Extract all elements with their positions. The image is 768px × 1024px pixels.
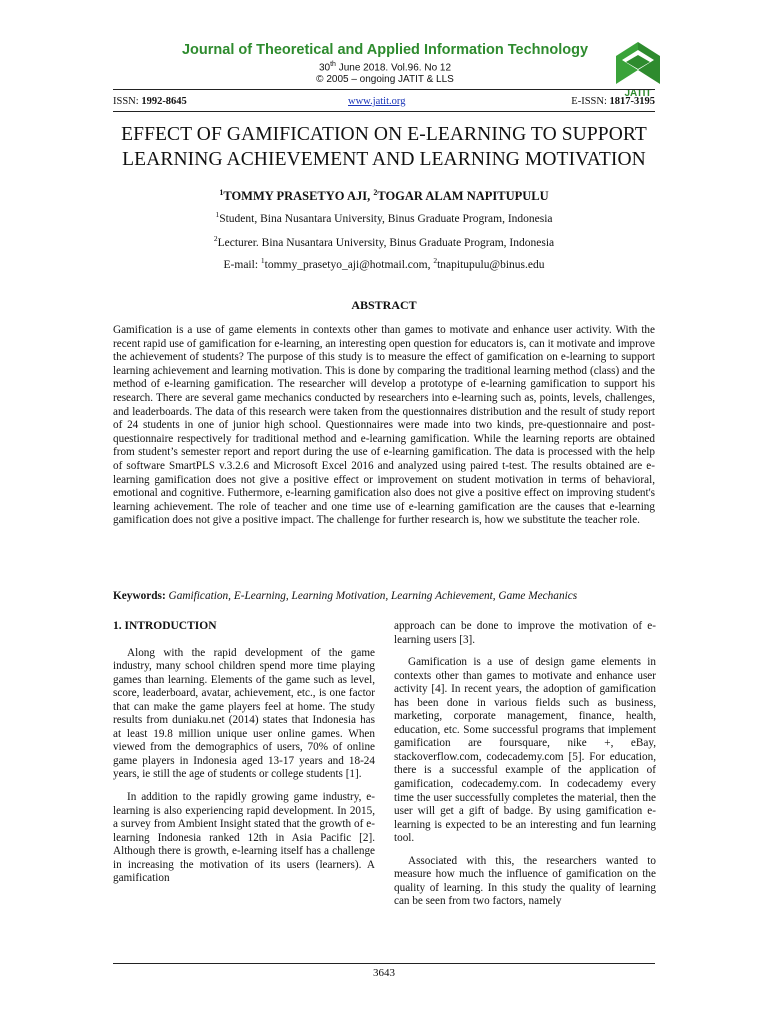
aff1-sup: 1 bbox=[215, 210, 220, 219]
authors bbox=[150, 188, 618, 204]
page-number: 3643 bbox=[373, 967, 395, 979]
intro-paragraph-2: In addition to the rapidly growing game industry, e-learning is also experiencing rapid development. In 2015, a survey from Ambient Insight stated that the growth of e-learning Indonesia ranked 12th in Asia Pacific [2]. Although there is growth, e-learning itself has a challenge in increasing the motivation of its users (learners). A gamification bbox=[113, 791, 375, 885]
issue-rest: June 2018. Vol.96. No 12 bbox=[335, 62, 452, 74]
author-2: TOGAR ALAM NAPITUPULU bbox=[377, 189, 549, 204]
affiliation-2 bbox=[150, 234, 618, 249]
title-line-2: LEARNING ACHIEVEMENT AND LEARNING MOTIVATION bbox=[122, 149, 646, 170]
aff2-text: Lecturer. Bina Nusantara University, Binus Graduate Program, Indonesia bbox=[217, 236, 555, 249]
body-column-right bbox=[394, 620, 656, 918]
title-line-1: EFFECT OF GAMIFICATION ON E-LEARNING TO SUPPORT bbox=[121, 124, 647, 145]
abstract-body: Gamification is a use of game elements in contexts other than games to motivate and enhance user activity. With the recent rapid use of gamification for e-learning, an interesting open question for educators is, can it motivate and improve the achievement of students? The purpose of this study is to measure the effect of gamification on e-learning to support learning achievement and learning motivation. This is done by comparing the traditional learning method (class) and the method of e-learning gamification. The researcher will develop a prototype of e-learning gamification to support his research. There are several game mechanics conducted by researchers into e-learning such as, points, levels, challenges, and leaderboards. The data of this research were taken from the questionnaires distribution and the result of study report of 24 students in one of junior high school. Questionnaires were made into two kinds, pre-questionnaire and post-questionnaire respectively for traditional method and e-learning gamification. While the learning reports are obtained from student’s semester report and report during the use of e-learning gamification. The data is processed with the help of software SmartPLS v.3.2.6 and Microsoft Excel 2016 and analyzed using paired t-test. The results obtained are e-learning gamification does not give a positive effect or improvement on student motivation in terms of behavioral, emotional and cognitive. Futhermore, e-learning gamification also does not give a positive effect on improving student's learning achievement. The role of teacher and one time use of e-learning gamification are the causes that e-learning gamification does not give a positive impact. The challenge for further research is, how we substitute the teacher role. bbox=[113, 324, 655, 527]
author1-sup: 1 bbox=[219, 188, 224, 197]
journal-title: Journal of Theoretical and Applied Information Technology bbox=[181, 42, 589, 58]
abstract-heading: ABSTRACT bbox=[351, 298, 417, 312]
aff1-text: Student, Bina Nusantara University, Binus Graduate Program, Indonesia bbox=[219, 212, 553, 225]
intro-paragraph-3: Gamification is a use of design game elements in contexts other than games to motivate and enhance user activity [4]. In recent years, the adoption of gamification has been done in various fields such as business, marketing, corporate management, finance, health, education, etc. Some successful programs that implement gamification are foursquare, nike +, eBay, stackoverflow.com, codecademy.com [5]. For education, there is a successful example of the application of gamification, codecademy.com. In codecademy every time the user successfully completes the material, then the user will get a gift of badge. By using gamification e-learning is expected to be an interesting and fun learning tool. bbox=[394, 656, 656, 845]
issn bbox=[113, 96, 187, 107]
eissn bbox=[571, 96, 655, 107]
paper-title bbox=[100, 122, 668, 172]
aff2-sup: 2 bbox=[213, 234, 218, 243]
footer-rule bbox=[113, 963, 655, 964]
email-label: E-mail: bbox=[223, 258, 261, 271]
eissn-value: 1817-3195 bbox=[609, 96, 655, 107]
issue-day: 30 bbox=[318, 62, 331, 74]
intro-paragraph-2-cont: approach can be done to improve the motivation of e-learning users [3]. bbox=[394, 620, 656, 646]
issue-day-suffix: th bbox=[330, 61, 336, 68]
issn-label: ISSN: bbox=[113, 96, 142, 107]
email1-sup: 1 bbox=[260, 256, 265, 265]
issn-value: 1992-8645 bbox=[141, 96, 187, 107]
body-column-left bbox=[113, 620, 375, 895]
email-2: tnapitupulu@binus.edu bbox=[437, 258, 545, 271]
intro-paragraph-4: Associated with this, the researchers wanted to measure how much the influence of gamification on the quality of learning. In this study the quality of learning can be seen from two factors, namely bbox=[394, 854, 656, 908]
header-rule-bottom bbox=[113, 111, 655, 112]
eissn-label: E-ISSN: bbox=[571, 96, 610, 107]
section-heading-introduction: 1. INTRODUCTION bbox=[113, 620, 217, 632]
keywords-label: Keywords: bbox=[113, 590, 169, 602]
intro-paragraph-1: Along with the rapid development of the game industry, many school children spend more time playing games than learning. Elements of the game such as level, score, leaderboard, avatar, achievement, etc., is one factor that can make the game players feel at home. The study results from duniaku.net (2014) states that Indonesia has at least 19.8 million unique user online games. When viewed from the demographics of users, 70% of online game players in Indonesia aged 13-17 years and 18-24 years, ie still the age of students or college students [1]. bbox=[113, 646, 375, 781]
keywords bbox=[113, 590, 655, 602]
journal-copyright: © 2005 – ongoing JATIT & LLS bbox=[316, 74, 454, 85]
logo-text: JATIT bbox=[624, 88, 652, 99]
author2-sup: 2 bbox=[373, 188, 378, 197]
affiliation-1 bbox=[150, 210, 618, 225]
header-rule bbox=[113, 89, 655, 90]
author-emails bbox=[150, 256, 618, 271]
email-1: tommy_prasetyo_aji@hotmail.com, bbox=[264, 258, 434, 271]
journal-url-link[interactable]: www.jatit.org bbox=[348, 96, 406, 107]
email2-sup: 2 bbox=[433, 256, 438, 265]
jatit-logo bbox=[612, 40, 664, 102]
keywords-list: Gamification, E-Learning, Learning Motivation, Learning Achievement, Game Mechanics bbox=[168, 590, 578, 602]
journal-issue bbox=[150, 61, 620, 73]
author-1: TOMMY PRASETYO AJI, bbox=[223, 189, 374, 204]
